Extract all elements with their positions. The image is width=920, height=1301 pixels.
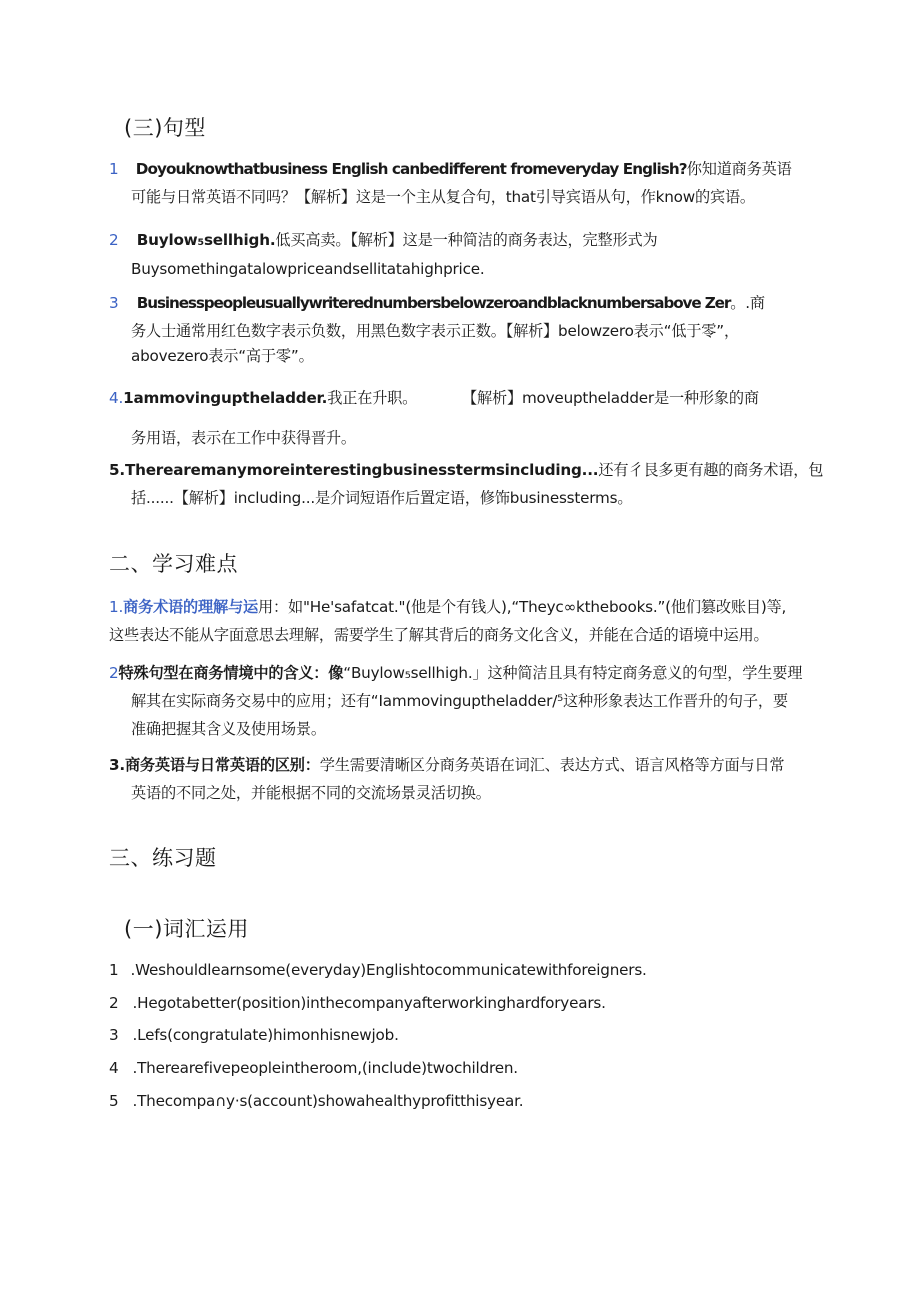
item-number: 1. <box>109 598 124 616</box>
pattern-item-1 <box>109 158 792 179</box>
difficulty-text: 用：如"He'safatcat."(他是个有钱人),“Theyc∞kthebooks.”(他们篡改账目)等, <box>257 598 787 616</box>
pattern-item-4-analysis: 【解析】moveuptheladder是一种形象的商 <box>462 389 759 407</box>
pattern-item-5-cont: 括......【解析】including...是介词短语作后置定语，修饰businessterms。 <box>131 489 633 507</box>
exercise-text: .Therearefivepeopleintheroom,(include)twochildren. <box>132 1059 518 1077</box>
english-sentence: 1ammovinguptheladder. <box>123 389 328 407</box>
difficulty-title: 商务英语与日常英语的区别： <box>124 756 320 774</box>
pattern-item-3-cont-2: abovezero表示“高于零”。 <box>131 347 314 365</box>
section-heading-sentence-patterns: (三)句型 <box>124 116 206 140</box>
pattern-item-1-cont: 可能与日常英语不同吗？【解析】这是一个主从复合句，that引导宾语从句，作know的宾语。 <box>131 188 755 206</box>
item-number: 2 <box>109 994 119 1012</box>
exercise-text: .Weshouldlearnsome(everyday)Englishtocommunicatewithforeigners. <box>130 961 647 979</box>
pattern-item-3 <box>109 292 765 313</box>
difficulty-text: “Buylow₅sellhigh.」这种简洁且具有特定商务意义的句型，学生要理 <box>343 664 803 682</box>
translation: 低买高卖。【解析】这是一种简洁的商务表达，完整形式为 <box>275 231 658 249</box>
item-number: 5 <box>109 1092 119 1110</box>
pattern-item-4 <box>109 387 417 408</box>
exercise-text: .Hegotabetter(position)inthecompanyafterworkinghardforyears. <box>132 994 606 1012</box>
exercise-item-5 <box>109 1092 523 1110</box>
item-number: 3 <box>109 294 119 312</box>
exercise-item-3 <box>109 1026 399 1044</box>
pattern-item-2 <box>109 229 657 250</box>
difficulty-item-3 <box>109 754 784 775</box>
subheading-vocabulary: (一)词汇运用 <box>124 917 249 941</box>
item-number: 3 <box>109 1026 119 1044</box>
translation: 。.商 <box>730 294 765 312</box>
difficulty-item-2-cont-2: 准确把握其含义及使用场景。 <box>131 720 326 738</box>
pattern-item-5 <box>109 459 823 480</box>
difficulty-item-1 <box>109 596 786 617</box>
translation: 你知道商务英语 <box>686 160 792 178</box>
translation: 我正在升职。 <box>327 389 418 407</box>
difficulty-item-3-cont: 英语的不同之处，并能根据不同的交流场景灵活切换。 <box>131 784 491 802</box>
item-number: 1 <box>109 961 119 979</box>
item-number: 4. <box>109 389 124 407</box>
pattern-item-4-cont: 务用语，表示在工作中获得晋升。 <box>131 429 356 447</box>
english-sentence: Therearemanymoreinterestingbusinesstermsincluding... <box>124 461 599 479</box>
exercise-item-2 <box>109 994 606 1012</box>
exercise-item-1 <box>109 961 647 979</box>
english-sentence: Doyouknowthatbusiness English canbedifferent fromeveryday English? <box>135 160 687 178</box>
section-heading-difficulties: 二、学习难点 <box>109 552 238 576</box>
difficulty-item-2-cont-1: 解其在实际商务交易中的应用；还有“Iammovinguptheladder/⁵这种形象表达工作晋升的句子，要 <box>131 692 788 710</box>
item-number: 3. <box>109 756 125 774</box>
item-number: 1 <box>109 160 119 178</box>
section-heading-exercises: 三、练习题 <box>109 846 217 870</box>
difficulty-text: 学生需要清晰区分商务英语在词汇、表达方式、语言风格等方面与日常 <box>319 756 785 774</box>
english-sentence: Buylow₅sellhigh. <box>136 231 276 249</box>
item-number: 5. <box>109 461 125 479</box>
item-number: 4 <box>109 1059 119 1077</box>
item-number: 2 <box>109 664 119 682</box>
difficulty-title: 特殊句型在商务情境中的含义：像 <box>118 664 344 682</box>
translation: 还有彳艮多更有趣的商务术语，包 <box>598 461 824 479</box>
english-sentence: Businesspeopleusuallywriterednumbersbelowzeroandblacknumbersabove Zer <box>136 294 731 312</box>
difficulty-item-1-cont: 这些表达不能从字面意思去理解，需要学生了解其背后的商务文化含义，并能在合适的语境中运用。 <box>109 626 769 644</box>
exercise-item-4 <box>109 1059 518 1077</box>
difficulty-title: 商务术语的理解与运 <box>123 598 258 616</box>
item-number: 2 <box>109 231 119 249</box>
pattern-item-2-cont: Buysomethingatalowpriceandsellitatahighprice. <box>131 260 485 278</box>
pattern-item-3-cont-1: 务人士通常用红色数字表示负数，用黑色数字表示正数。【解析】belowzero表示“低于零”， <box>131 322 739 340</box>
exercise-text: .Thecompa∩y·s(account)showahealthyprofitthisyear. <box>132 1092 524 1110</box>
exercise-text: .Lefs(congratulate)himonhisnewjob. <box>132 1026 399 1044</box>
difficulty-item-2 <box>109 662 802 683</box>
